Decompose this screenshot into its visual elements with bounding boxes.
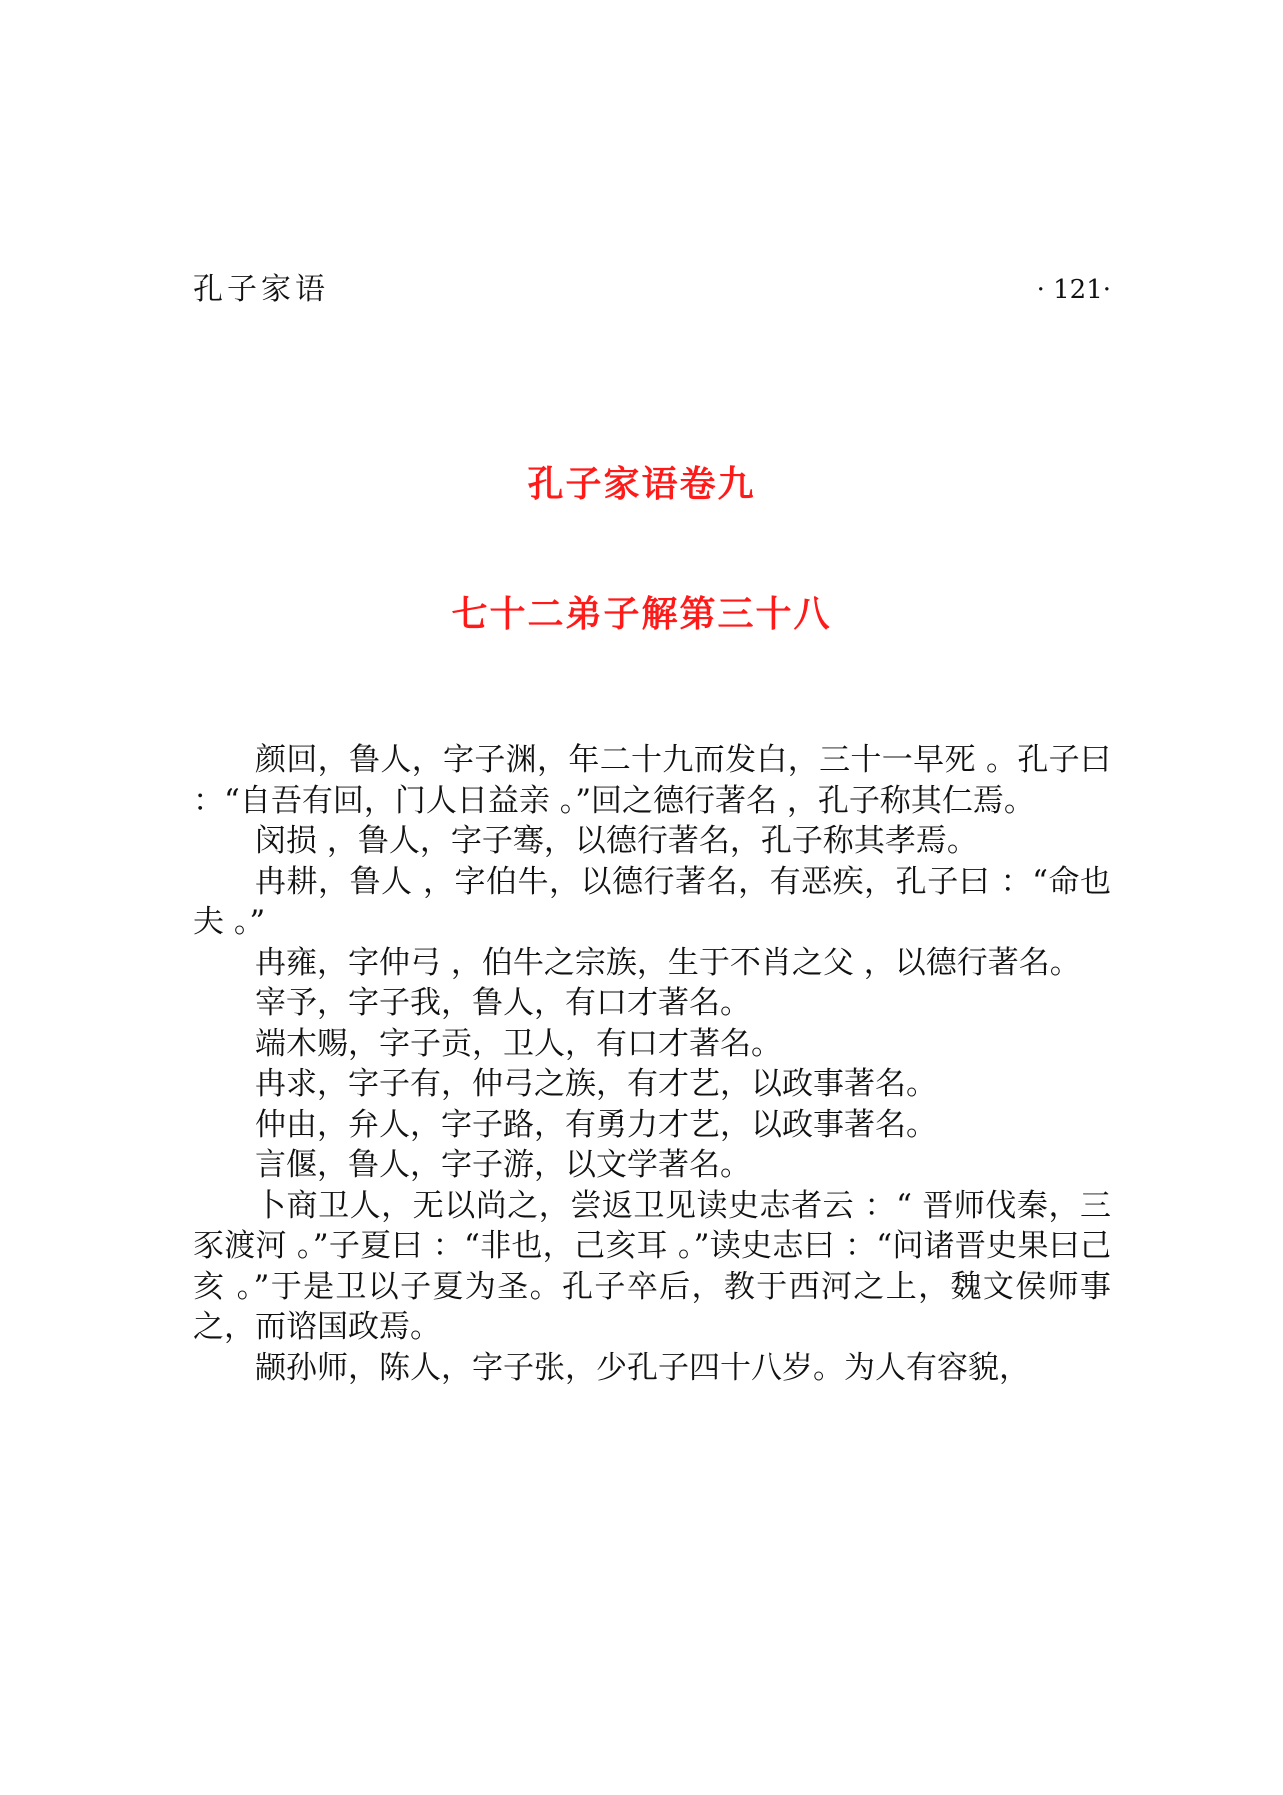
paragraph: 冉雍，字仲弓 ，伯牛之宗族，生于不肖之父 ，以德行著名。: [255, 944, 1081, 981]
paragraph: 颛孙师，陈人，字子张，少孔子四十八岁。为人有容貌，: [255, 1349, 1030, 1386]
page-number: · 121·: [1036, 275, 1111, 305]
body-text: [193, 740, 1111, 1388]
paragraph: 言偃，鲁人，字子游，以文学著名。: [255, 1147, 751, 1183]
paragraph: 端木赐，字子贡，卫人，有口才著名。: [255, 1025, 782, 1062]
chapter-title: 七十二弟子解第三十八: [451, 594, 832, 635]
paragraph: 闵损 ，鲁人，字子骞，以德行著名，孔子称其孝焉。: [255, 823, 978, 859]
paragraph: 冉求，字子有，仲弓之族，有才艺，以政事著名。: [255, 1066, 937, 1102]
paragraph: 冉耕，鲁人 ，字伯牛，以德行著名，有恶疾，孔子曰 ：“命也夫 。”: [193, 863, 1111, 940]
paragraph: 卜商卫人，无以尚之，尝返卫见读史志者云 ：“ 晋师伐秦，三豕渡河 。”子夏曰 ：“非也，己亥耳 。”读史志曰 ：“问诸晋史果曰己亥 。”于是卫以子夏为圣。孔子卒后，教于西河之上，魏文侯师事之，而谘国政焉。: [193, 1187, 1111, 1345]
paragraph: 仲由，弁人，字子路，有勇力才艺，以政事著名。: [255, 1106, 937, 1143]
running-header: [193, 268, 1111, 312]
paragraph: 宰予，字子我，鲁人，有口才著名。: [255, 985, 751, 1021]
paragraph: 颜回，鲁人，字子渊，年二十九而发白，三十一早死 。孔子曰 ：“自吾有回，门人日益亲 。”回之德行著名 ，孔子称其仁焉。: [193, 742, 1111, 819]
book-title: 孔子家语: [193, 272, 329, 307]
volume-title: 孔子家语卷九: [527, 464, 756, 505]
